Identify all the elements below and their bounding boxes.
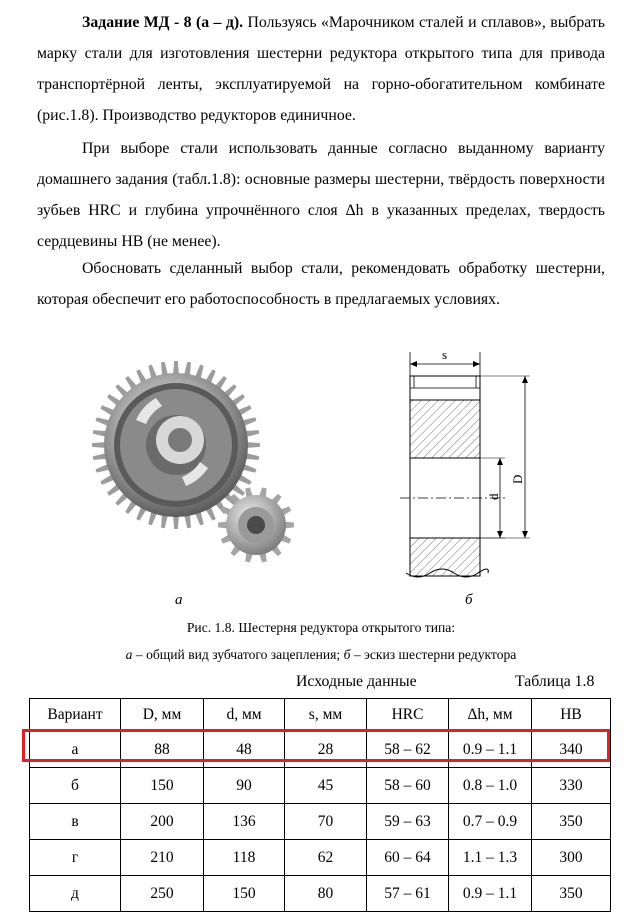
caption-b-letter: б <box>343 647 351 662</box>
cell-hb: 330 <box>532 768 611 804</box>
task-paragraph-3 <box>37 253 605 315</box>
cell-hrc: 59 – 63 <box>367 804 449 840</box>
cell-hrc: 57 – 61 <box>367 876 449 912</box>
row-highlight-box <box>22 729 610 762</box>
table-number: Таблица 1.8 <box>515 673 595 690</box>
cell-s: 28 <box>285 732 367 768</box>
cell-variant: в <box>30 804 121 840</box>
cell-variant: б <box>30 768 121 804</box>
cell-d: 136 <box>204 804 285 840</box>
gear-tooth <box>92 442 106 448</box>
figure-label-b: б <box>465 592 473 608</box>
table-row <box>30 876 611 912</box>
task-heading: Задание МД - 8 (а – д). <box>82 14 244 31</box>
table-row <box>30 768 611 804</box>
gear-tooth <box>246 442 260 448</box>
figure-caption-legend <box>0 647 642 663</box>
header-d: d, мм <box>204 699 285 732</box>
cell-variant: д <box>30 876 121 912</box>
cell-d: 90 <box>204 768 285 804</box>
cell-D: 200 <box>121 804 204 840</box>
cell-d: 118 <box>204 840 285 876</box>
cell-s: 62 <box>285 840 367 876</box>
cell-hb: 300 <box>532 840 611 876</box>
header-D: D, мм <box>121 699 204 732</box>
task-paragraph-2 <box>37 133 605 257</box>
gear-sketch <box>380 348 550 588</box>
figure-label-a: а <box>175 592 183 608</box>
cell-hb: 350 <box>532 804 611 840</box>
table-row <box>30 804 611 840</box>
caption-a-letter: а <box>125 647 133 662</box>
cell-D: 150 <box>121 768 204 804</box>
caption-b-text: – эскиз шестерни редуктора <box>350 647 517 662</box>
gear-tooth <box>173 361 179 375</box>
cell-variant: г <box>30 840 121 876</box>
table-title: Исходные данные <box>296 673 417 690</box>
cell-hb: 340 <box>532 732 611 768</box>
dim-d-label: d <box>486 493 501 500</box>
cell-d: 150 <box>204 876 285 912</box>
table-header-row <box>30 699 611 732</box>
cell-d: 48 <box>204 732 285 768</box>
header-dh: Δh, мм <box>449 699 532 732</box>
cell-D: 210 <box>121 840 204 876</box>
cell-s: 80 <box>285 876 367 912</box>
task-text-3: Обосновать сделанный выбор стали, рекомендовать обработку шестерни, которая обеспечит его работоспособность в предлагаемых условиях. <box>37 260 605 308</box>
cell-D: 88 <box>121 732 204 768</box>
header-s: s, мм <box>285 699 367 732</box>
gear-mesh-illustration <box>58 350 308 580</box>
cell-D: 250 <box>121 876 204 912</box>
cell-dh: 0.8 – 1.0 <box>449 768 532 804</box>
dim-D-label: D <box>510 474 525 484</box>
figure-caption-title: Рис. 1.8. Шестерня редуктора открытого типа: <box>186 620 456 635</box>
cell-dh: 0.7 – 0.9 <box>449 804 532 840</box>
header-variant: Вариант <box>30 699 121 732</box>
cell-hrc: 58 – 62 <box>367 732 449 768</box>
gear-tooth <box>173 515 179 529</box>
cell-hb: 350 <box>532 876 611 912</box>
caption-a-text: – общий вид зубчатого зацепления; <box>132 647 344 662</box>
task-text-2: При выборе стали использовать данные согласно выданному варианту домашнего задания (табл.1.8): основные размеры шестерни, твёрдость поверхности зубьев HRC и глубина упрочнённого слоя Δh в указанных пределах, твердость сердцевины HB (не менее). <box>37 140 605 250</box>
cell-variant: а <box>30 732 121 768</box>
cell-dh: 1.1 – 1.3 <box>449 840 532 876</box>
task-text-1: Пользуясь «Марочником сталей и сплавов», выбрать марку стали для изготовления шестерни редуктора открытого типа для привода транспортёрной ленты, эксплуатируемой на горно-обогатительном комбинате (рис.1.8). Производство редукторов единичное. <box>37 14 605 124</box>
cell-s: 70 <box>285 804 367 840</box>
table-row <box>30 840 611 876</box>
header-hrc: HRC <box>367 699 449 732</box>
dim-s-label: s <box>442 348 448 362</box>
cell-dh: 0.9 – 1.1 <box>449 732 532 768</box>
cell-hrc: 60 – 64 <box>367 840 449 876</box>
cell-s: 45 <box>285 768 367 804</box>
task-paragraph-1 <box>37 7 605 131</box>
cell-hrc: 58 – 60 <box>367 768 449 804</box>
header-hb: HB <box>532 699 611 732</box>
cell-dh: 0.9 – 1.1 <box>449 876 532 912</box>
